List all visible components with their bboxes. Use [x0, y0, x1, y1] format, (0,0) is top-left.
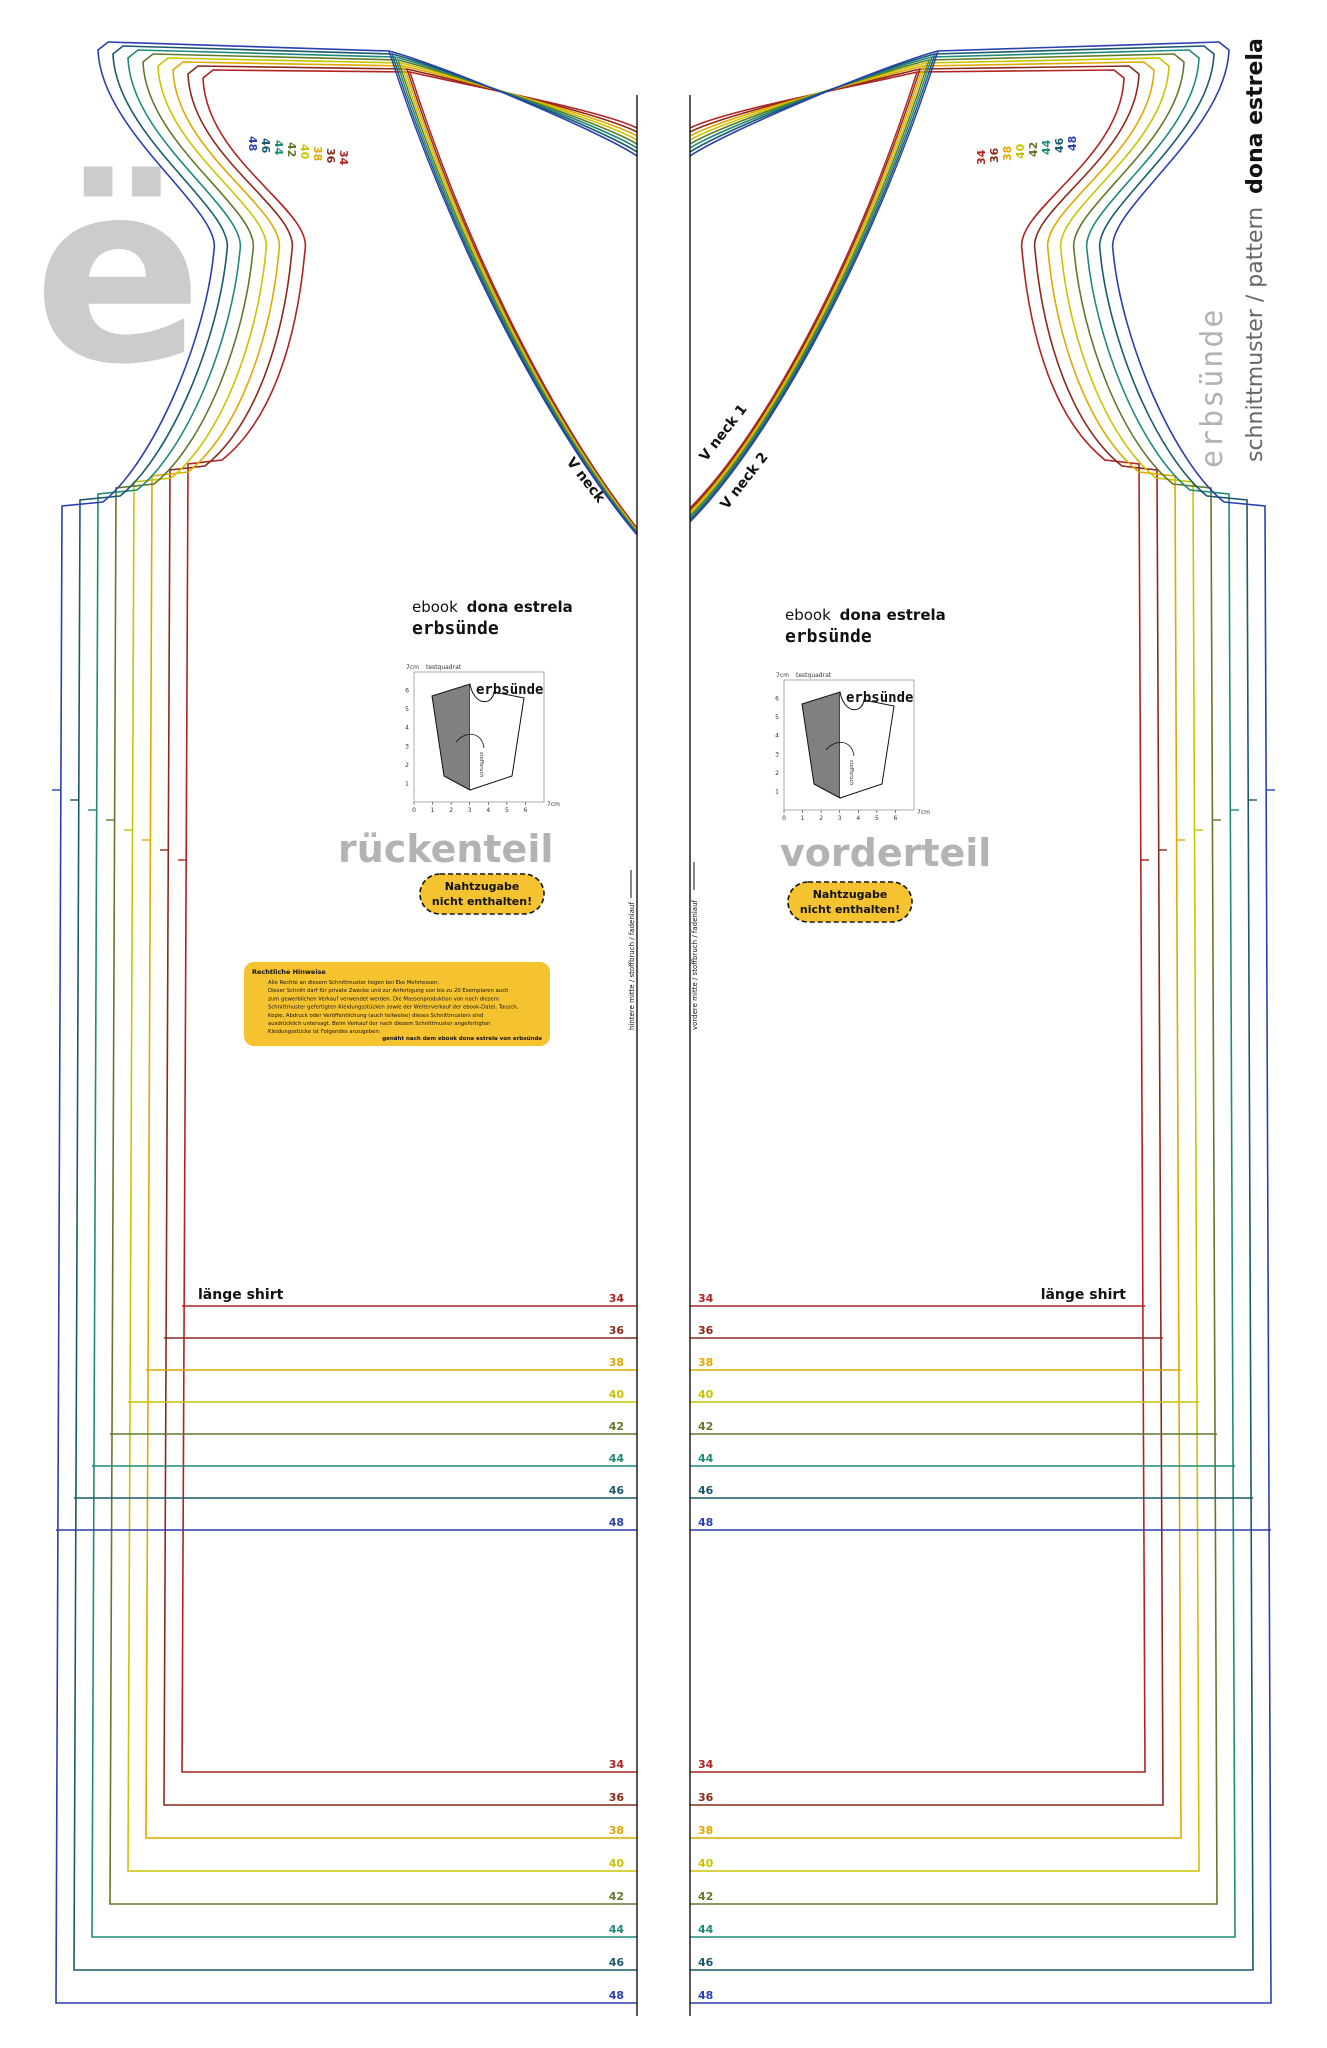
front-armhole-size-label: 36 [988, 147, 1001, 163]
front-outline-size-34 [690, 70, 1145, 1772]
svg-text:erbsünde: erbsünde [476, 682, 544, 698]
back-dress-size-label: 44 [608, 1923, 624, 1936]
front-v-neck-1-label: V neck 1 [696, 401, 751, 465]
front-dress-size-label: 48 [698, 1989, 714, 2002]
front-shirt-size-label: 38 [698, 1356, 714, 1369]
erbsuende-logo: ë [33, 128, 203, 419]
sidebar-brand [1195, 308, 1230, 469]
svg-text:7cm: 7cm [547, 801, 560, 808]
svg-text:4: 4 [486, 807, 491, 814]
front-armhole-size-label: 48 [1066, 135, 1079, 151]
svg-text:1: 1 [430, 807, 435, 814]
legal-line: Alle Rechte an diesem Schnittmuster liegen bei Eko Mehrtessen. [268, 980, 440, 986]
svg-text:0: 0 [412, 807, 416, 814]
back-armhole-size-label: 38 [311, 146, 324, 162]
legal-line: Kleidungsstücke ist Folgendes anzugeben: [268, 1029, 381, 1036]
front-shirt-size-label: 34 [698, 1292, 714, 1305]
back-info-block [244, 598, 573, 1046]
front-dress-size-label: 46 [698, 1956, 714, 1969]
svg-text:7cm: 7cm [917, 809, 930, 816]
front-piece-title: vorderteil [780, 831, 992, 875]
svg-text:5: 5 [504, 807, 509, 814]
back-dress-size-label: 34 [608, 1758, 624, 1771]
front-dress-size-label: 38 [698, 1824, 714, 1837]
back-shirt-size-label: 42 [608, 1420, 624, 1433]
front-seam-allowance-badge [788, 882, 912, 922]
svg-text:7cm: 7cm [776, 672, 789, 679]
svg-text:erbsünde: erbsünde [846, 690, 914, 706]
svg-text:2: 2 [819, 815, 824, 822]
legal-notice-box [244, 962, 550, 1046]
front-dress-size-label: 44 [698, 1923, 714, 1936]
svg-text:2: 2 [405, 761, 409, 769]
back-dress-size-label: 40 [608, 1857, 624, 1870]
front-shirt-size-label: 36 [698, 1324, 714, 1337]
front-dress-size-label: 42 [698, 1890, 714, 1903]
front-brand-text: erbsünde [785, 626, 872, 647]
front-vneck-size-42 [690, 60, 929, 516]
svg-text:0: 0 [782, 815, 786, 822]
svg-text:7cm: 7cm [406, 664, 419, 671]
back-outline-size-36 [164, 66, 637, 1805]
front-length-label: länge shirt [1040, 1287, 1126, 1303]
front-armhole-size-label: 34 [975, 149, 988, 165]
back-brand-text: erbsünde [412, 618, 499, 639]
front-info-block [775, 606, 991, 922]
front-armhole-size-label: 42 [1027, 141, 1040, 157]
back-vneck-size-38 [404, 66, 637, 530]
svg-text:6: 6 [523, 807, 528, 814]
svg-text:nicht enthalten!: nicht enthalten! [431, 895, 533, 908]
sidebar-subtitle [1243, 38, 1268, 462]
back-dress-size-label: 46 [608, 1956, 624, 1969]
back-dress-size-label: 48 [608, 1989, 624, 2002]
back-outline-size-34 [182, 70, 637, 1772]
back-outline-size-38 [146, 62, 637, 1838]
back-dress-size-label: 36 [608, 1791, 624, 1804]
front-outline-size-44 [690, 50, 1235, 1937]
svg-text:4: 4 [405, 724, 409, 732]
front-fold-label: vordere mitte / stoffbruch / fadenlauf [691, 900, 699, 1030]
back-shirt-size-label: 48 [608, 1516, 624, 1529]
back-v-neck-label: V neck [562, 454, 608, 507]
svg-text:4: 4 [775, 732, 779, 740]
svg-text:genäht nach dem ebook dona est: genäht nach dem ebook dona estrela von erbsünde [382, 1036, 542, 1042]
svg-text:6: 6 [405, 687, 409, 695]
back-shirt-size-label: 40 [608, 1388, 624, 1401]
back-dress-size-label: 42 [608, 1890, 624, 1903]
svg-text:6: 6 [775, 695, 779, 703]
front-test-square [775, 672, 930, 822]
svg-text:stoffbruch: stoffbruch [848, 760, 854, 786]
legal-line: Dieser Schnitt darf für private Zwecke und zur Anfertigung von bis zu 20 Exemplaren auch [268, 988, 509, 995]
back-piece-title: rückenteil [338, 827, 554, 871]
svg-text:1: 1 [775, 788, 779, 796]
front-shirt-size-label: 44 [698, 1452, 714, 1465]
svg-text:Nahtzugabe: Nahtzugabe [812, 888, 888, 901]
back-vneck-size-36 [407, 69, 637, 529]
svg-text:4: 4 [856, 815, 861, 822]
back-armhole-size-label: 42 [285, 142, 298, 158]
back-vneck-size-34 [410, 72, 637, 528]
svg-text:Rechtliche Hinweise: Rechtliche Hinweise [252, 968, 326, 976]
front-dress-size-label: 40 [698, 1857, 714, 1870]
svg-text:1: 1 [405, 780, 409, 788]
front-outline-size-38 [690, 62, 1181, 1838]
svg-text:2: 2 [449, 807, 454, 814]
back-armhole-size-label: 34 [337, 150, 350, 166]
back-shirt-size-label: 44 [608, 1452, 624, 1465]
legal-line: Schnittmuster gefertigten Kleidungsstücken sowie der Weiterverkauf der ebook-Datei, Tausch, [268, 1004, 519, 1011]
front-armhole-size-label: 44 [1040, 139, 1053, 155]
pattern-outlines [52, 42, 1275, 2003]
svg-text:Nahtzugabe: Nahtzugabe [444, 880, 520, 893]
back-armhole-size-label: 46 [259, 138, 272, 154]
front-armhole-size-label: 38 [1001, 145, 1014, 161]
svg-text:3: 3 [837, 815, 842, 822]
front-outline-size-48 [690, 42, 1271, 2003]
back-vneck-size-44 [395, 57, 637, 533]
front-ebook-line: ebook dona estrela [785, 606, 946, 624]
front-shirt-size-label: 42 [698, 1420, 714, 1433]
front-dress-size-label: 34 [698, 1758, 714, 1771]
front-shirt-size-label: 40 [698, 1388, 714, 1401]
svg-text:2: 2 [775, 769, 779, 777]
svg-text:5: 5 [874, 815, 879, 822]
svg-text:5: 5 [775, 714, 779, 722]
size-labels [246, 136, 1079, 2002]
back-shirt-size-label: 36 [608, 1324, 624, 1337]
svg-text:nicht enthalten!: nicht enthalten! [799, 903, 901, 916]
legal-line: ausdrücklich untersagt. Beim Verkauf der nach diesem Schnittmuster angefertigten [268, 1021, 491, 1027]
back-seam-allowance-badge [420, 874, 544, 914]
back-shirt-size-label: 34 [608, 1292, 624, 1305]
front-shirt-size-label: 46 [698, 1484, 714, 1497]
front-shirt-size-label: 48 [698, 1516, 714, 1529]
svg-text:3: 3 [467, 807, 472, 814]
svg-text:5: 5 [405, 706, 409, 714]
front-outline-size-40 [690, 58, 1199, 1871]
back-shirt-size-label: 38 [608, 1356, 624, 1369]
svg-text:erbsünde: erbsünde [1195, 307, 1230, 468]
legal-line: zum gewerblichen Verkauf verwendet werden. Die Massenproduktion von nach diesem [268, 996, 499, 1003]
svg-text:1: 1 [800, 815, 805, 822]
front-v-neck-2-label: V neck 2 [717, 449, 772, 513]
back-shirt-size-label: 46 [608, 1484, 624, 1497]
front-dress-size-label: 36 [698, 1791, 714, 1804]
back-length-label: länge shirt [198, 1287, 284, 1303]
svg-text:testquadrat: testquadrat [796, 672, 832, 679]
back-armhole-size-label: 40 [298, 144, 311, 160]
svg-text:testquadrat: testquadrat [426, 664, 462, 671]
legal-line: Kopie, Abdruck oder Veröffentlichung (auch teilweise) dieses Schnittmusters sind [268, 1012, 484, 1019]
svg-text:3: 3 [405, 743, 409, 751]
back-armhole-size-label: 36 [324, 148, 337, 164]
back-armhole-size-label: 44 [272, 140, 285, 156]
front-armhole-size-label: 40 [1014, 143, 1027, 159]
back-armhole-size-label: 48 [246, 136, 259, 152]
back-ebook-line: ebook dona estrela [412, 598, 573, 616]
back-fold-label: hintere mitte / stoffbruch / fadenlauf [628, 902, 636, 1030]
svg-text:stoffbruch: stoffbruch [478, 752, 484, 778]
front-armhole-size-label: 46 [1053, 137, 1066, 153]
svg-text:3: 3 [775, 751, 779, 759]
back-test-square [405, 664, 560, 814]
front-outline-size-36 [690, 66, 1163, 1805]
front-outline-size-46 [690, 46, 1253, 1970]
svg-text:6: 6 [893, 815, 898, 822]
hem-lines [56, 1306, 1271, 1530]
svg-text:schnittmuster / pattern: schnittmuster / pattern dona estrela [1243, 38, 1268, 462]
back-dress-size-label: 38 [608, 1824, 624, 1837]
front-outline-size-42 [690, 54, 1217, 1904]
